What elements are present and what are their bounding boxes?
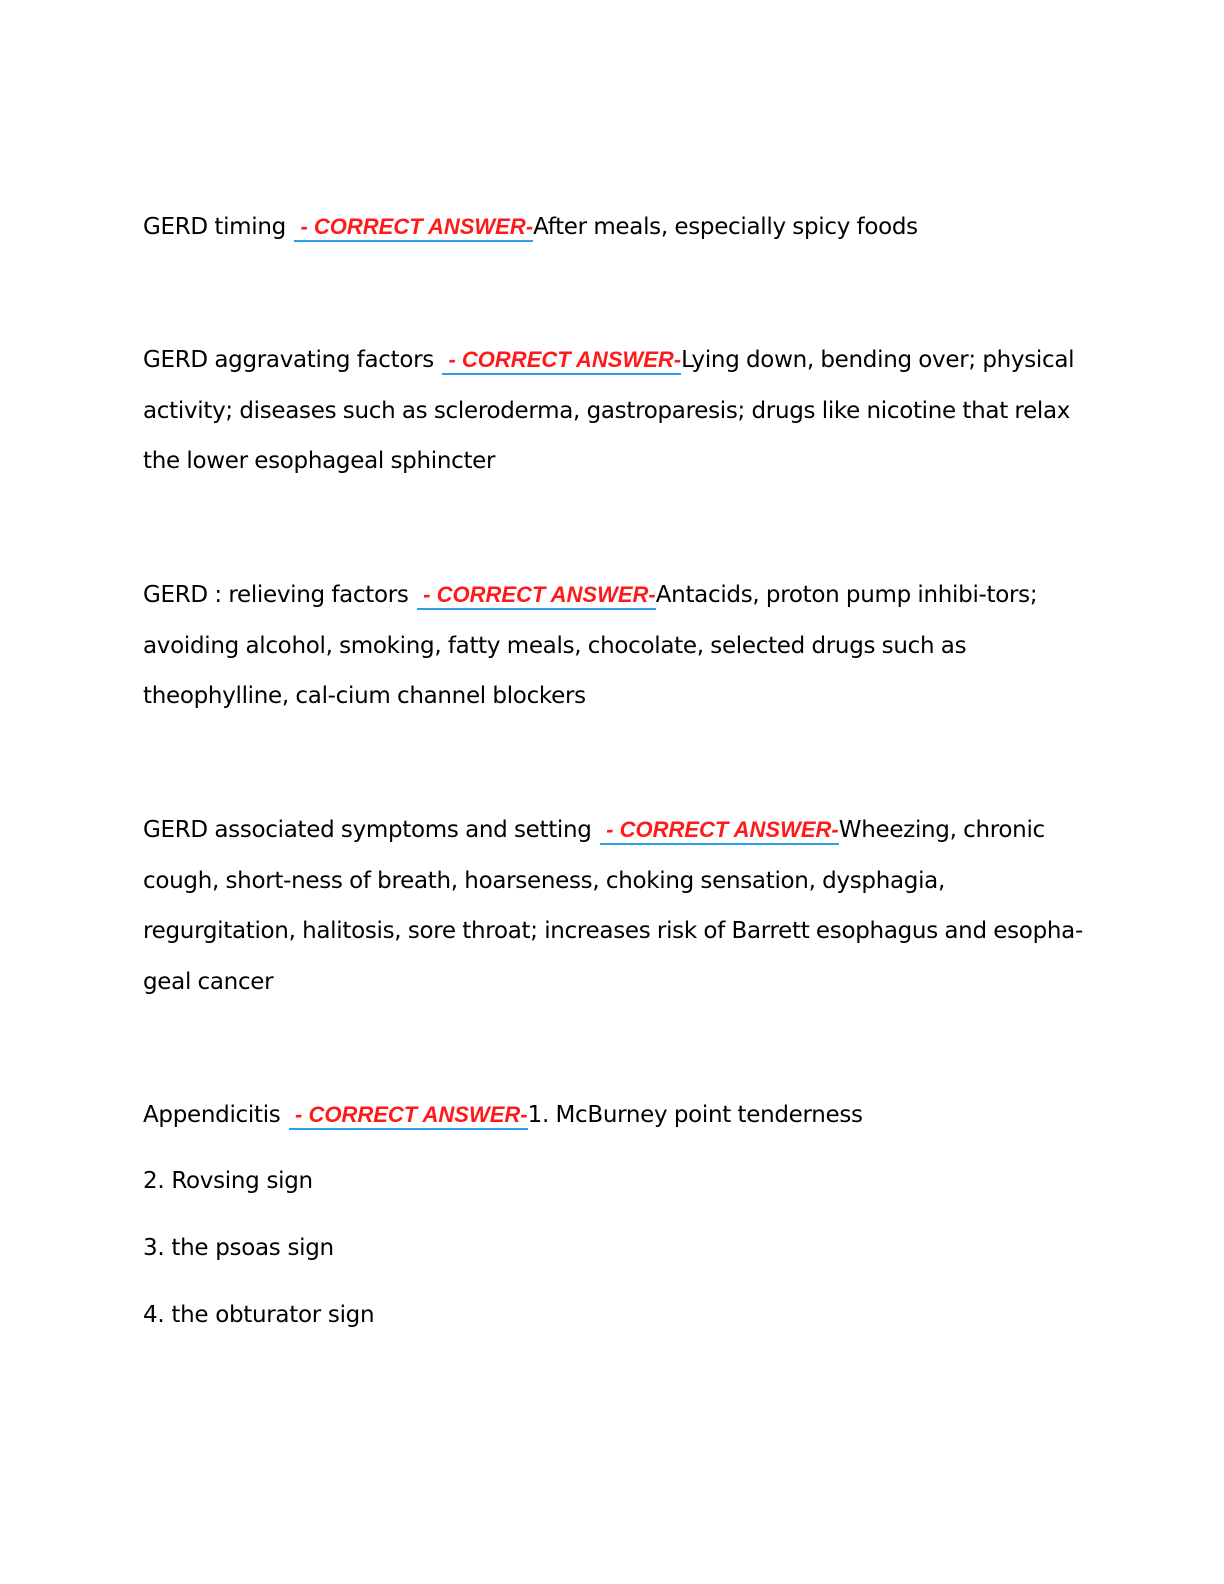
flashcard-gerd-associated-symptoms <box>143 805 1083 1007</box>
flashcard-gerd-timing <box>143 202 1083 253</box>
term-text: Appendicitis <box>143 1102 287 1128</box>
term-text: GERD associated symptoms and setting <box>143 817 599 843</box>
correct-answer-label: - CORRECT ANSWER- <box>442 347 681 375</box>
list-item: 2. Rovsing sign <box>143 1168 313 1194</box>
correct-answer-label: - CORRECT ANSWER- <box>294 214 533 242</box>
list-item: 3. the psoas sign <box>143 1235 334 1261</box>
list-item: 4. the obturator sign <box>143 1302 375 1328</box>
term-text: GERD : relieving factors <box>143 582 416 608</box>
term-text: GERD timing <box>143 214 293 240</box>
correct-answer-label: - CORRECT ANSWER- <box>417 582 656 610</box>
correct-answer-label: - CORRECT ANSWER- <box>289 1102 528 1130</box>
answer-text: After meals, especially spicy foods <box>533 214 918 240</box>
answer-text: Lying down, bending over; physical activity; diseases such as scleroderma, gastroparesis; drugs like nicotine that relax the lower esophageal sphincter <box>143 347 1075 474</box>
answer-text: Wheezing, chronic cough, short-ness of breath, hoarseness, choking sensation, dysphagia, regurgitation, halitosis, sore throat; increases risk of Barrett esophagus and esopha-geal cancer <box>143 817 1083 995</box>
term-text: GERD aggravating factors <box>143 347 441 373</box>
flashcard-gerd-aggravating-factors <box>143 335 1083 487</box>
flashcard-gerd-relieving-factors <box>143 570 1083 722</box>
correct-answer-label: - CORRECT ANSWER- <box>600 817 839 845</box>
answer-text: Antacids, proton pump inhibi-tors; avoiding alcohol, smoking, fatty meals, chocolate, selected drugs such as theophylline, cal-cium channel blockers <box>143 582 1038 709</box>
flashcard-appendicitis <box>143 1090 1083 1141</box>
answer-text: 1. McBurney point tenderness <box>527 1102 863 1128</box>
